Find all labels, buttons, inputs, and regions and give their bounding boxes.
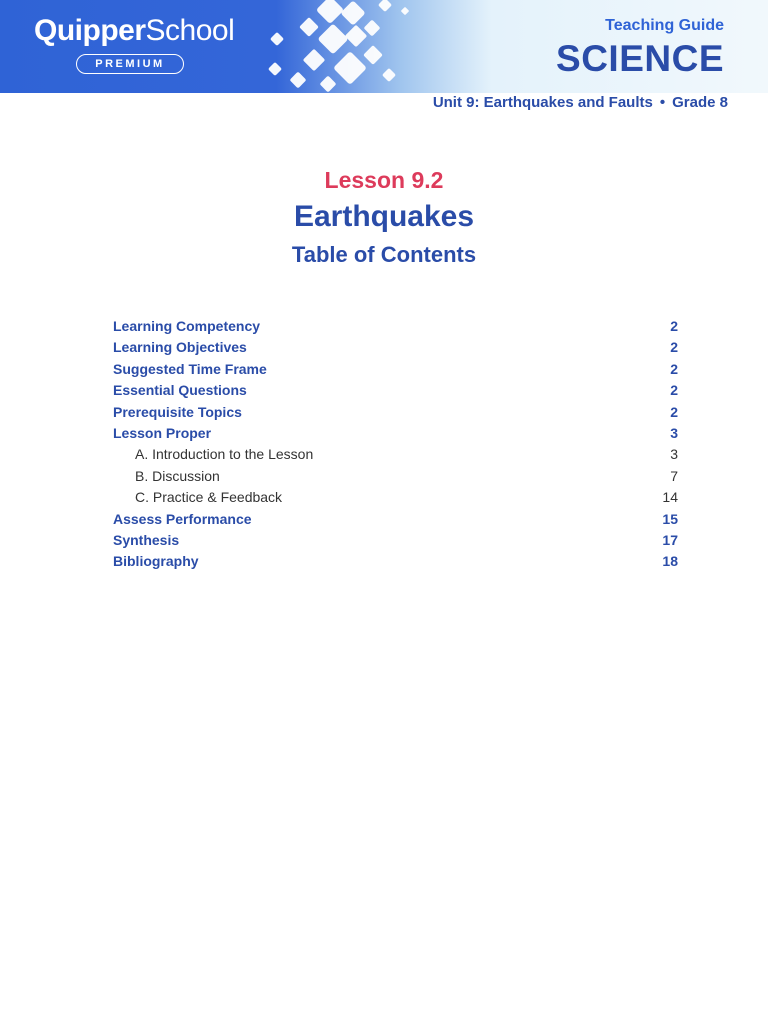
teaching-guide-label: Teaching Guide [605,17,724,34]
lesson-title: Earthquakes [293,200,475,233]
toc-entry-label: Prerequisite Topics [113,403,242,420]
logo-brand-secondary: School [145,14,235,47]
toc-entry[interactable] [113,402,678,423]
quipper-school-logo [34,14,234,48]
toc-entry-label: C. Practice & Feedback [135,489,283,506]
toc-subentry[interactable] [113,444,678,465]
unit-label: Unit 9: Earthquakes and Faults [432,94,653,111]
logo-brand-primary: Quipper [34,14,146,47]
lesson-number: Lesson 9.2 [324,167,444,193]
toc-entry-label: Learning Competency [113,318,261,334]
toc-entry-page: 15 [662,510,678,527]
toc-entry-label: Lesson Proper [113,424,212,441]
toc-entry-label: Assess Performance [113,510,252,527]
diamond-pattern-graphic [262,0,422,93]
toc-entry[interactable] [113,359,678,380]
header-banner [0,0,768,93]
toc-entry-page: 14 [662,489,678,506]
toc-entry-label: Essential Questions [113,382,247,399]
toc-entry[interactable] [113,551,678,572]
toc-entry-label: Bibliography [113,553,199,570]
toc-heading: Table of Contents [291,242,477,267]
toc-entry-page: 2 [670,318,678,334]
toc-entry-page: 7 [670,467,678,484]
toc-entry-page: 2 [670,403,678,420]
toc-entry-page: 18 [662,553,678,570]
toc-entry[interactable] [113,423,678,444]
toc-entry[interactable] [113,337,678,358]
grade-label: Grade 8 [672,94,728,111]
toc-entry-page: 2 [670,382,678,399]
toc-entry-label: Suggested Time Frame [113,360,267,377]
toc-entry[interactable] [113,530,678,551]
toc-entry-label: A. Introduction to the Lesson [135,446,314,463]
table-of-contents [113,316,678,573]
separator-dot: • [659,94,666,111]
toc-entry-page: 3 [670,446,678,463]
toc-subentry[interactable] [113,487,678,508]
unit-grade-line [433,94,728,111]
toc-entry-label: Learning Objectives [113,339,247,356]
toc-entry-page: 17 [662,531,678,548]
toc-entry[interactable] [113,509,678,530]
premium-badge: PREMIUM [76,54,184,74]
toc-entry-page: 2 [670,339,678,356]
toc-entry[interactable] [113,380,678,401]
toc-entry-label: Synthesis [113,531,180,548]
toc-entry-page: 2 [670,360,678,377]
toc-entry-page: 3 [670,424,678,441]
toc-entry-label: B. Discussion [135,467,220,484]
toc-subentry[interactable] [113,466,678,487]
subject-title: SCIENCE [556,38,724,79]
toc-entry[interactable] [113,316,678,337]
